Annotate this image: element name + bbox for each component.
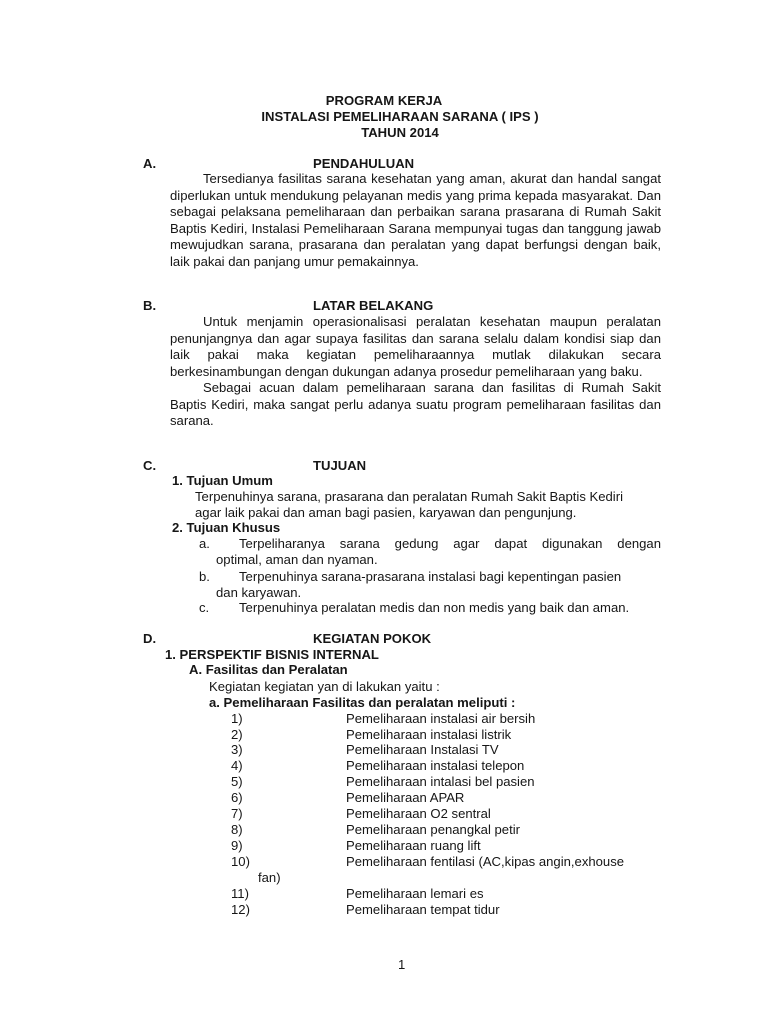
- list-item-number: 6): [231, 790, 243, 805]
- doc-title-line1: PROGRAM KERJA: [325, 93, 443, 108]
- section-a-letter: A.: [143, 156, 157, 171]
- list-item-text: Pemeliharaan tempat tidur: [346, 902, 500, 917]
- list-item-text: Pemeliharaan Instalasi TV: [346, 742, 499, 757]
- tujuan-khusus-a-line-1: Terpeliharanya sarana gedung agar dapat digunakan dengan: [239, 536, 661, 551]
- tujuan-khusus-b-line-2: dan karyawan.: [216, 585, 302, 600]
- kegiatan-intro: Kegiatan kegiatan yan di lakukan yaitu :: [209, 679, 440, 694]
- section-a-paragraph: Tersedianya fasilitas sarana kesehatan yang aman, akurat dan handal sangat diperlukan untuk mendukung pelayanan medis yang prima kepada masyarakat. Dan sebagai pelaksana pemeliharaan dan perbaikan sarana prasarana di Rumah Sakit Baptis Kediri, Instalasi Pemeliharaan Sarana mempunyai tugas dan tanggung jawab mewujudkan sarana, prasarana dan peralatan yang dapat berfungsi dengan baik, laik pakai dan panjang umur pemakainnya.: [170, 171, 661, 269]
- list-item-text: Pemeliharaan ruang lift: [346, 838, 481, 853]
- tujuan-khusus-c-letter: c.: [199, 600, 210, 615]
- section-b-paragraph-1: Untuk menjamin operasionalisasi peralatan kesehatan maupun peralatan penunjangnya dan agar supaya fasilitas dan sarana selalu dalam kondisi siap dan laik pakai maka kegiatan pemeliharaannya mutlak dilakukan secara berkesinambungan dengan dukungan adanya prosedur pemeliharaan yang baku.: [170, 314, 661, 379]
- list-item-text: Pemeliharaan instalasi listrik: [346, 727, 512, 742]
- list-item-number: 12): [231, 902, 250, 917]
- doc-title-line2: INSTALASI PEMELIHARAAN SARANA ( IPS ): [261, 109, 539, 124]
- list-item-text: Pemeliharaan lemari es: [346, 886, 484, 901]
- section-c-title: TUJUAN: [313, 458, 367, 473]
- list-item-number: 4): [231, 758, 243, 773]
- tujuan-khusus-b-line-1: Terpenuhinya sarana-prasarana instalasi bagi kepentingan pasien: [239, 569, 622, 584]
- list-item-text: Pemeliharaan O2 sentral: [346, 806, 491, 821]
- fasilitas-heading: A. Fasilitas dan Peralatan: [189, 662, 348, 677]
- section-b-title: LATAR BELAKANG: [313, 298, 434, 313]
- tujuan-umum-line-2: agar laik pakai dan aman bagi pasien, karyawan dan pengunjung.: [195, 505, 577, 520]
- tujuan-umum-heading: 1. Tujuan Umum: [172, 473, 273, 488]
- section-d-title: KEGIATAN POKOK: [313, 631, 432, 646]
- list-item-text: Pemeliharaan instalasi telepon: [346, 758, 525, 773]
- section-b-body: [170, 314, 661, 430]
- list-item-number: 8): [231, 822, 243, 837]
- list-item-number: 1): [231, 711, 243, 726]
- list-item-text: Pemeliharaan instalasi air bersih: [346, 711, 536, 726]
- doc-title-line3: TAHUN 2014: [361, 125, 439, 140]
- tujuan-khusus-c-line-1: Terpenuhinya peralatan medis dan non medis yang baik dan aman.: [239, 600, 630, 615]
- list-item-number: 9): [231, 838, 243, 853]
- list-item-text: Pemeliharaan fentilasi (AC,kipas angin,exhouse: [346, 854, 625, 869]
- perspektif-heading: 1. PERSPEKTIF BISNIS INTERNAL: [165, 647, 379, 662]
- list-item-continuation: fan): [258, 870, 281, 885]
- section-c-letter: C.: [143, 458, 157, 473]
- tujuan-khusus-a-letter: a.: [199, 536, 210, 551]
- tujuan-umum-line-1: Terpenuhinya sarana, prasarana dan peralatan Rumah Sakit Baptis Kediri: [195, 489, 623, 504]
- section-b-letter: B.: [143, 298, 157, 313]
- page-number: 1: [398, 957, 406, 972]
- list-item-number: 2): [231, 727, 243, 742]
- tujuan-khusus-a-line-2: optimal, aman dan nyaman.: [216, 552, 378, 567]
- list-item-text: Pemeliharaan APAR: [346, 790, 465, 805]
- tujuan-khusus-heading: 2. Tujuan Khusus: [172, 520, 281, 535]
- list-item-number: 3): [231, 742, 243, 757]
- section-d-letter: D.: [143, 631, 157, 646]
- pemeliharaan-heading: a. Pemeliharaan Fasilitas dan peralatan meliputi :: [209, 695, 516, 710]
- list-item-text: Pemeliharaan intalasi bel pasien: [346, 774, 535, 789]
- section-a-body: [170, 171, 661, 270]
- list-item-number: 10): [231, 854, 250, 869]
- list-item-number: 7): [231, 806, 243, 821]
- tujuan-khusus-b-letter: b.: [199, 569, 210, 584]
- section-b-paragraph-2: Sebagai acuan dalam pemeliharaan sarana dan fasilitas di Rumah Sakit Baptis Kediri, maka sangat perlu adanya suatu program pemeliharaan fasilitas dan sarana.: [170, 380, 661, 428]
- list-item-text: Pemeliharaan penangkal petir: [346, 822, 520, 837]
- section-a-title: PENDAHULUAN: [313, 156, 415, 171]
- list-item-number: 5): [231, 774, 243, 789]
- list-item-number: 11): [231, 886, 249, 901]
